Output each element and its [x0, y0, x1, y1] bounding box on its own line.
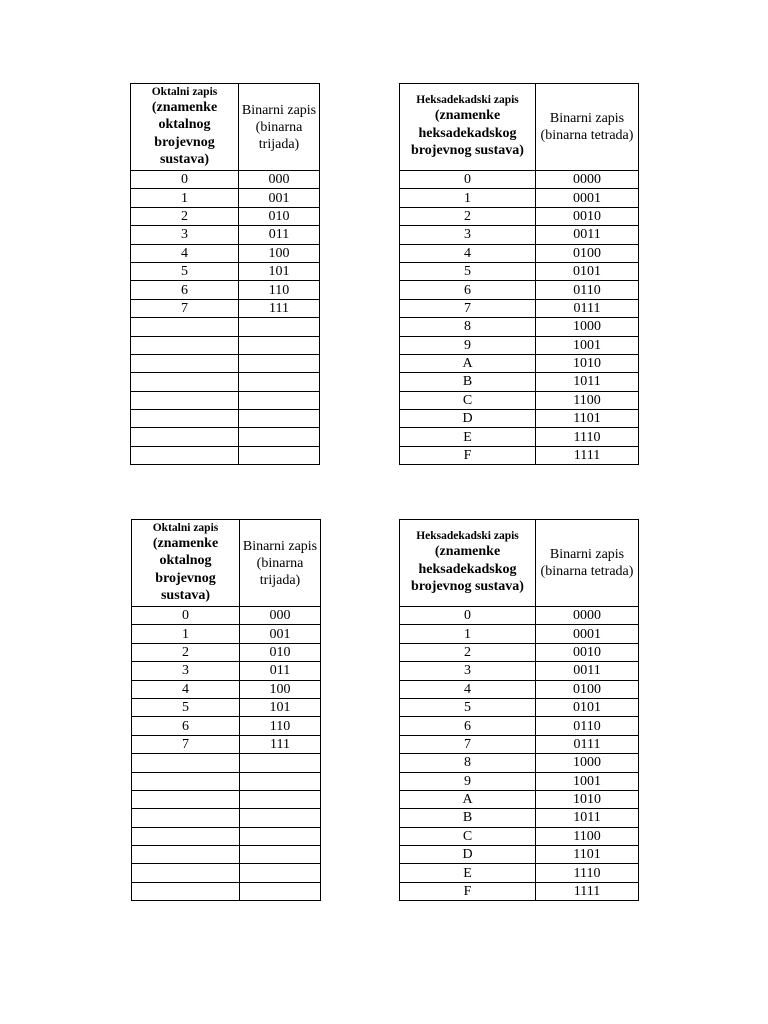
- digit-cell: 7: [400, 735, 536, 753]
- binary-cell: 000: [240, 607, 321, 625]
- digit-cell: 1: [131, 189, 239, 207]
- digit-cell: 5: [131, 262, 239, 280]
- binary-cell: 0110: [536, 281, 639, 299]
- table-row: [400, 625, 639, 643]
- table-row: [131, 299, 320, 317]
- binary-cell: 100: [240, 680, 321, 698]
- binary-cell: 0110: [536, 717, 639, 735]
- binary-cell: [239, 391, 320, 409]
- table-row: [400, 882, 639, 900]
- digit-cell: C: [400, 827, 536, 845]
- table-row: [132, 735, 321, 753]
- digit-cell: 1: [132, 625, 240, 643]
- binary-cell: 0101: [536, 262, 639, 280]
- digit-cell: [132, 864, 240, 882]
- octal-table-bottom: [131, 519, 321, 901]
- digit-cell: [131, 336, 239, 354]
- digit-cell: D: [400, 846, 536, 864]
- binary-cell: 1000: [536, 754, 639, 772]
- binary-cell: 111: [240, 735, 321, 753]
- octal-binary-header: Binarni zapis (binarna trijada): [240, 520, 321, 607]
- hex-table-top: [399, 83, 639, 465]
- digit-cell: 4: [131, 244, 239, 262]
- hex-header-title: Heksadekadski zapis: [416, 530, 519, 543]
- hex-header-title: Heksadekadski zapis: [416, 94, 519, 107]
- table-row: [400, 410, 639, 428]
- binary-cell: 0101: [536, 698, 639, 716]
- hex-table-header-row: [400, 520, 639, 607]
- table-row: [131, 244, 320, 262]
- table-row: [400, 864, 639, 882]
- digit-cell: 2: [132, 643, 240, 661]
- table-row: [132, 607, 321, 625]
- table-row: [400, 226, 639, 244]
- binary-cell: 1101: [536, 410, 639, 428]
- digit-cell: [131, 391, 239, 409]
- binary-cell: [239, 336, 320, 354]
- hex-header-subtitle: (znamenke heksadekadskog brojevnog sustava): [411, 544, 524, 595]
- binary-cell: 1000: [536, 318, 639, 336]
- binary-cell: 1111: [536, 882, 639, 900]
- table-row: [400, 299, 639, 317]
- octal-header-title: Oktalni zapis: [152, 521, 219, 534]
- binary-cell: [240, 772, 321, 790]
- table-row: [132, 790, 321, 808]
- binary-cell: [239, 373, 320, 391]
- digit-cell: 0: [400, 607, 536, 625]
- digit-cell: 1: [400, 625, 536, 643]
- table-row: [131, 354, 320, 372]
- binary-cell: 010: [240, 643, 321, 661]
- binary-cell: 001: [239, 189, 320, 207]
- binary-cell: 0010: [536, 643, 639, 661]
- table-row: [400, 717, 639, 735]
- binary-cell: [240, 809, 321, 827]
- table-row: [400, 698, 639, 716]
- binary-cell: 011: [240, 662, 321, 680]
- binary-cell: 0010: [536, 207, 639, 225]
- octal-header-title: Oktalni zapis: [151, 85, 218, 98]
- digit-cell: [132, 882, 240, 900]
- table-row: [131, 410, 320, 428]
- octal-table-header-row: [132, 520, 321, 607]
- digit-cell: C: [400, 391, 536, 409]
- table-row: [400, 262, 639, 280]
- digit-cell: 5: [400, 698, 536, 716]
- digit-cell: [131, 373, 239, 391]
- binary-cell: 011: [239, 226, 320, 244]
- octal-table-header-row: [131, 84, 320, 171]
- binary-cell: 001: [240, 625, 321, 643]
- binary-cell: 1101: [536, 846, 639, 864]
- table-row: [132, 882, 321, 900]
- table-row: [400, 754, 639, 772]
- digit-cell: 8: [400, 754, 536, 772]
- binary-cell: 100: [239, 244, 320, 262]
- octal-table-top: [130, 83, 320, 465]
- digit-cell: B: [400, 809, 536, 827]
- binary-cell: 0001: [536, 625, 639, 643]
- hex-binary-header: Binarni zapis (binarna tetrada): [536, 520, 639, 607]
- table-row: [132, 846, 321, 864]
- digit-cell: 3: [400, 662, 536, 680]
- digit-cell: [132, 772, 240, 790]
- table-row: [400, 281, 639, 299]
- binary-cell: 111: [239, 299, 320, 317]
- octal-header-cell: [132, 520, 240, 607]
- binary-cell: 0001: [536, 189, 639, 207]
- digit-cell: D: [400, 410, 536, 428]
- table-row: [131, 391, 320, 409]
- digit-cell: 2: [400, 643, 536, 661]
- table-row: [400, 391, 639, 409]
- digit-cell: E: [400, 428, 536, 446]
- table-row: [400, 662, 639, 680]
- digit-cell: 9: [400, 772, 536, 790]
- binary-cell: 101: [240, 698, 321, 716]
- digit-cell: 3: [131, 226, 239, 244]
- digit-cell: 4: [132, 680, 240, 698]
- table-row: [400, 735, 639, 753]
- binary-cell: 1010: [536, 790, 639, 808]
- digit-cell: 7: [131, 299, 239, 317]
- hex-binary-header: Binarni zapis (binarna tetrada): [536, 84, 639, 171]
- binary-cell: 0000: [536, 171, 639, 189]
- table-row: [400, 189, 639, 207]
- table-row: [400, 607, 639, 625]
- binary-cell: 0111: [536, 299, 639, 317]
- table-row: [132, 772, 321, 790]
- binary-cell: 1110: [536, 428, 639, 446]
- binary-cell: 0000: [536, 607, 639, 625]
- hex-header-subtitle: (znamenke heksadekadskog brojevnog sustava): [411, 108, 524, 159]
- table-row: [131, 262, 320, 280]
- table-row: [131, 171, 320, 189]
- digit-cell: [131, 410, 239, 428]
- hex-header-cell: [400, 520, 536, 607]
- binary-cell: 1110: [536, 864, 639, 882]
- binary-cell: [240, 882, 321, 900]
- octal-header-subtitle: (znamenke oktalnog brojevnog sustava): [152, 535, 219, 603]
- table-row: [132, 680, 321, 698]
- binary-cell: 1100: [536, 827, 639, 845]
- table-row: [400, 809, 639, 827]
- binary-cell: [240, 827, 321, 845]
- binary-cell: 110: [239, 281, 320, 299]
- digit-cell: [132, 809, 240, 827]
- digit-cell: [132, 754, 240, 772]
- table-row: [400, 827, 639, 845]
- binary-cell: [240, 864, 321, 882]
- digit-cell: A: [400, 354, 536, 372]
- table-row: [400, 244, 639, 262]
- binary-cell: 1001: [536, 336, 639, 354]
- digit-cell: 8: [400, 318, 536, 336]
- table-row: [400, 680, 639, 698]
- binary-cell: [239, 428, 320, 446]
- digit-cell: 0: [131, 171, 239, 189]
- table-row: [131, 336, 320, 354]
- binary-cell: 1010: [536, 354, 639, 372]
- digit-cell: F: [400, 446, 536, 464]
- digit-cell: F: [400, 882, 536, 900]
- digit-cell: [131, 318, 239, 336]
- binary-cell: 0011: [536, 226, 639, 244]
- binary-cell: 000: [239, 171, 320, 189]
- binary-cell: 0111: [536, 735, 639, 753]
- table-row: [400, 446, 639, 464]
- table-row: [132, 864, 321, 882]
- table-row: [400, 171, 639, 189]
- table-row: [400, 643, 639, 661]
- octal-header-subtitle: (znamenke oktalnog brojevnog sustava): [151, 99, 218, 167]
- binary-cell: 0100: [536, 244, 639, 262]
- digit-cell: [131, 446, 239, 464]
- digit-cell: 2: [131, 207, 239, 225]
- hex-table-header-row: [400, 84, 639, 171]
- table-row: [400, 373, 639, 391]
- digit-cell: 5: [400, 262, 536, 280]
- binary-cell: 0100: [536, 680, 639, 698]
- digit-cell: 4: [400, 680, 536, 698]
- table-row: [132, 643, 321, 661]
- table-row: [400, 336, 639, 354]
- digit-cell: [131, 428, 239, 446]
- table-row: [132, 754, 321, 772]
- binary-cell: [240, 754, 321, 772]
- table-row: [131, 373, 320, 391]
- digit-cell: A: [400, 790, 536, 808]
- binary-cell: 1011: [536, 373, 639, 391]
- digit-cell: 6: [132, 717, 240, 735]
- digit-cell: 0: [132, 607, 240, 625]
- table-row: [132, 827, 321, 845]
- table-row: [132, 662, 321, 680]
- hex-header-cell: [400, 84, 536, 171]
- table-row: [131, 207, 320, 225]
- binary-cell: 010: [239, 207, 320, 225]
- table-row: [400, 790, 639, 808]
- table-row: [400, 772, 639, 790]
- digit-cell: 5: [132, 698, 240, 716]
- digit-cell: 1: [400, 189, 536, 207]
- digit-cell: [132, 827, 240, 845]
- binary-cell: 110: [240, 717, 321, 735]
- octal-header-cell: [131, 84, 239, 171]
- digit-cell: 7: [400, 299, 536, 317]
- digit-cell: 3: [132, 662, 240, 680]
- digit-cell: 2: [400, 207, 536, 225]
- digit-cell: [131, 354, 239, 372]
- binary-cell: 1001: [536, 772, 639, 790]
- table-row: [131, 226, 320, 244]
- binary-cell: [240, 846, 321, 864]
- binary-cell: [239, 410, 320, 428]
- digit-cell: B: [400, 373, 536, 391]
- binary-cell: 1111: [536, 446, 639, 464]
- table-row: [400, 846, 639, 864]
- table-row: [131, 281, 320, 299]
- table-row: [131, 428, 320, 446]
- binary-cell: [240, 790, 321, 808]
- table-row: [132, 625, 321, 643]
- table-row: [131, 318, 320, 336]
- digit-cell: 3: [400, 226, 536, 244]
- binary-cell: [239, 318, 320, 336]
- table-row: [132, 698, 321, 716]
- digit-cell: 9: [400, 336, 536, 354]
- table-row: [131, 446, 320, 464]
- digit-cell: E: [400, 864, 536, 882]
- digit-cell: [132, 846, 240, 864]
- digit-cell: 6: [131, 281, 239, 299]
- hex-table-bottom: [399, 519, 639, 901]
- digit-cell: 0: [400, 171, 536, 189]
- digit-cell: 6: [400, 281, 536, 299]
- digit-cell: 6: [400, 717, 536, 735]
- octal-binary-header: Binarni zapis (binarna trijada): [239, 84, 320, 171]
- digit-cell: [132, 790, 240, 808]
- table-row: [400, 318, 639, 336]
- table-row: [400, 354, 639, 372]
- table-row: [132, 809, 321, 827]
- binary-cell: [239, 354, 320, 372]
- table-row: [400, 428, 639, 446]
- table-row: [131, 189, 320, 207]
- binary-cell: 1100: [536, 391, 639, 409]
- binary-cell: 1011: [536, 809, 639, 827]
- digit-cell: 4: [400, 244, 536, 262]
- binary-cell: [239, 446, 320, 464]
- table-row: [400, 207, 639, 225]
- binary-cell: 101: [239, 262, 320, 280]
- table-row: [132, 717, 321, 735]
- digit-cell: 7: [132, 735, 240, 753]
- binary-cell: 0011: [536, 662, 639, 680]
